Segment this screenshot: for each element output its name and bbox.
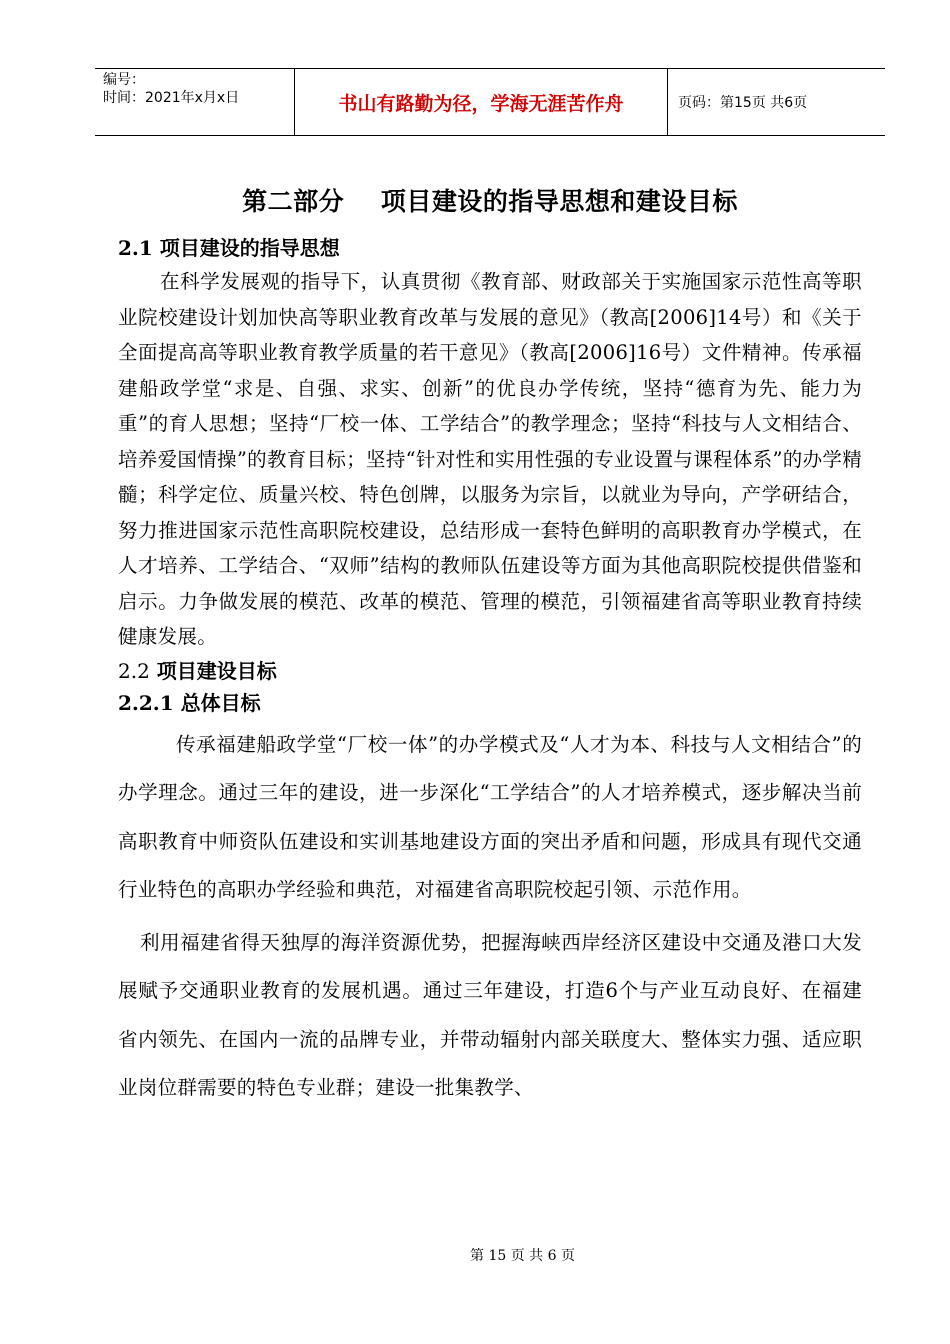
section-2-2-1-heading: 2.2.1 总体目标 [118,690,261,715]
section-2-1-paragraph: 在科学发展观的指导下，认真贯彻《教育部、财政部关于实施国家示范性高等职业院校建设计划加快高等职业教育改革与发展的意见》（教高[2006]14号）和《关于全面提高高等职业教育教学质量的若干意见》（教高[2006]16号）文件精神。传承福建船政学堂“求是、自强、求实、创新”的优良办学传统，坚持“德育为先、能力为重”的育人思想；坚持“厂校一体、工学结合”的教学理念；坚持“科技与人文相结合、培养爱国情操”的教育目标；坚持“针对性和实用性强的专业设置与课程体系”的办学精髓；科学定位、质量兴校、特色创牌，以服务为宗旨，以就业为导向，产学研结合，努力推进国家示范性高职院校建设，总结形成一套特色鲜明的高职教育办学模式，在人才培养、工学结合、“双师”结构的教师队伍建设等方面为其他高职院校提供借鉴和启示。力争做发展的模范、改革的模范、管理的模范，引领福建省高等职业教育持续健康发展。 [118,270,862,648]
section-2-1-heading: 2.1 项目建设的指导思想 [118,236,340,260]
section-2-2-number: 2.2 [118,658,150,683]
serial-number-label: 编号： [103,72,145,88]
header-page-info: 页码：第15页 共6页 [678,95,808,111]
page-footer: 第 15 页 共 6 页 [470,1248,575,1264]
time-label: 时间：2021年x月x日 [103,90,240,106]
document-body [118,182,862,1113]
overall-goal-paragraph-2: 利用福建省得天独厚的海洋资源优势，把握海峡西岸经济区建设中交通及港口大发展赋予交通职业教育的发展机遇。通过三年建设，打造6个与产业互动良好、在福建省内领先、在国内一流的品牌专业，并带动辐射内部关联度大、整体实力强、适应职业岗位群需要的特色专业群；建设一批集教学、 [118,930,862,1099]
section-2-2-title: 项目建设目标 [149,658,277,683]
header-motto: 书山有路勤为径，学海无涯苦作舟 [295,69,668,135]
part-title: 第二部分 项目建设的指导思想和建设目标 [242,187,738,216]
section-2-2-heading [118,655,862,687]
header-meta [95,69,295,135]
page-header [95,68,885,136]
overall-goal-paragraph-1: 传承福建船政学堂“厂校一体”的办学模式及“人才为本、科技与人文相结合”的办学理念。通过三年的建设，进一步深化“工学结合”的人才培养模式，逐步解决当前高职教育中师资队伍建设和实训基地建设方面的突出矛盾和问题，形成具有现代交通行业特色的高职办学经验和典范，对福建省高职院校起引领、示范作用。 [118,732,862,901]
